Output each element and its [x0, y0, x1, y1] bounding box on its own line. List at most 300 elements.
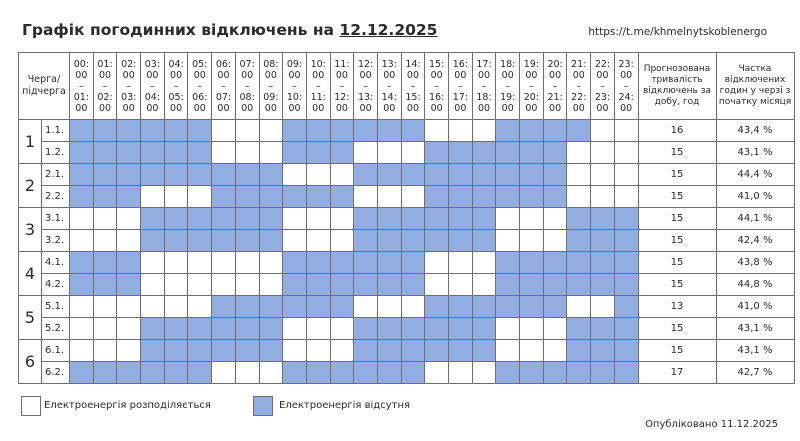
outage-cell	[283, 296, 307, 318]
outage-cell	[591, 230, 615, 252]
power-cell	[188, 186, 212, 208]
outage-cell	[354, 164, 378, 186]
outage-cell	[212, 186, 236, 208]
power-cell	[306, 230, 330, 252]
outage-cell	[614, 208, 638, 230]
title-prefix: Графік погодинних відключень на	[22, 21, 340, 39]
hour-header-part: 09:	[263, 91, 279, 103]
power-cell	[591, 142, 615, 164]
outage-cell	[259, 164, 283, 186]
power-cell	[306, 208, 330, 230]
month-share: 43,8 %	[716, 252, 794, 274]
table-row	[19, 230, 795, 252]
hour-header-part: 02:	[121, 58, 137, 70]
hour-header-part: –	[244, 80, 250, 92]
hour-header-part: –	[600, 80, 605, 92]
power-cell	[93, 208, 117, 230]
table-row	[19, 186, 795, 208]
power-cell	[567, 164, 591, 186]
power-cell	[591, 186, 615, 208]
hour-header-part: 03:	[144, 58, 161, 70]
hour-header	[614, 53, 638, 120]
hour-header-part: 00	[620, 69, 633, 81]
power-cell	[377, 296, 401, 318]
power-cell	[164, 296, 188, 318]
power-cell	[259, 362, 283, 384]
table-header-row	[19, 53, 795, 120]
outage-cell	[401, 164, 425, 186]
power-cell	[330, 318, 354, 340]
hour-header	[141, 53, 165, 120]
hour-header-part: –	[623, 80, 629, 92]
hour-header-part: 00	[406, 69, 420, 81]
queue-header: Черга/ підчерга	[19, 53, 70, 120]
power-cell	[614, 164, 638, 186]
power-cell	[425, 362, 449, 384]
hour-header-part: –	[576, 80, 582, 92]
power-cell	[259, 142, 283, 164]
hour-header-part: –	[268, 80, 274, 92]
outage-cell	[377, 164, 401, 186]
subqueue-label: 6.2.	[42, 362, 70, 384]
hour-header-part: 19:	[523, 58, 540, 70]
month-share: 42,7 %	[716, 362, 794, 384]
hour-header-part: –	[315, 80, 321, 92]
hour-header-part: 00	[406, 102, 420, 114]
table-row	[19, 208, 795, 230]
legend-off-swatch	[253, 396, 273, 416]
hour-header-part: 00	[288, 69, 301, 81]
power-cell	[543, 208, 567, 230]
power-cell	[117, 340, 141, 362]
hour-header-part: 00	[146, 102, 159, 114]
power-cell	[401, 296, 425, 318]
table-row	[19, 120, 795, 142]
outage-cell	[259, 340, 283, 362]
hour-header-part: 00	[359, 102, 372, 114]
power-cell	[70, 208, 94, 230]
hour-header-part: –	[386, 80, 392, 92]
outage-cell	[377, 318, 401, 340]
hour-header-part: 00	[383, 69, 396, 81]
outage-cell	[306, 142, 330, 164]
outage-cell	[520, 142, 544, 164]
outage-cell	[235, 296, 259, 318]
forecast-hours: 13	[638, 296, 716, 318]
month-share: 44,1 %	[716, 208, 794, 230]
outage-cell	[212, 164, 236, 186]
outage-cell	[70, 164, 94, 186]
outage-cell	[377, 340, 401, 362]
hour-header	[401, 53, 425, 120]
power-cell	[496, 318, 520, 340]
outage-cell	[520, 186, 544, 208]
power-cell	[235, 142, 259, 164]
hour-header-part: 00	[98, 69, 112, 81]
outage-cell	[164, 230, 188, 252]
hour-header-part: 00	[430, 69, 443, 81]
outage-cell	[520, 274, 544, 296]
forecast-hours: 15	[638, 186, 716, 208]
outage-cell	[472, 230, 496, 252]
power-cell	[212, 274, 236, 296]
outage-cell	[520, 120, 544, 142]
outage-cell	[377, 208, 401, 230]
outage-cell	[70, 120, 94, 142]
outage-cell	[449, 142, 473, 164]
power-cell	[93, 296, 117, 318]
outage-cell	[520, 296, 544, 318]
power-cell	[543, 340, 567, 362]
power-cell	[472, 274, 496, 296]
outage-cell	[259, 296, 283, 318]
hour-header-part: 00	[525, 69, 538, 81]
hour-header-part: 20:	[547, 58, 563, 70]
page-title	[22, 21, 437, 39]
hour-header-part: 00	[572, 102, 585, 114]
forecast-hours: 15	[638, 274, 716, 296]
power-cell	[117, 296, 141, 318]
published-date: Опубліковано 11.12.2025	[645, 419, 778, 430]
hour-header	[70, 53, 94, 120]
hour-header	[520, 53, 544, 120]
forecast-hours: 15	[638, 164, 716, 186]
outage-cell	[330, 296, 354, 318]
outage-cell	[235, 340, 259, 362]
outage-cell	[283, 252, 307, 274]
hour-header-part: 05:	[168, 91, 184, 103]
table-row	[19, 362, 795, 384]
hour-header-part: 01:	[97, 58, 113, 70]
power-cell	[330, 208, 354, 230]
outage-cell	[306, 274, 330, 296]
hour-header-part: –	[102, 80, 108, 92]
hour-header-part: 00	[477, 102, 491, 114]
power-cell	[520, 230, 544, 252]
hour-header-part: 00	[98, 102, 112, 114]
outage-cell	[354, 340, 378, 362]
month-share: 41,0 %	[716, 296, 794, 318]
outage-cell	[614, 340, 638, 362]
outage-cell	[614, 252, 638, 274]
outage-cell	[70, 142, 94, 164]
hour-header-part: 00:	[73, 58, 89, 70]
outage-cell	[117, 164, 141, 186]
outage-cell	[401, 362, 425, 384]
hour-header-part: 24:	[618, 91, 634, 103]
subqueue-label: 4.2.	[42, 274, 70, 296]
hour-header-part: 00	[477, 69, 491, 81]
forecast-header: Прогнозована тривалість відключень за добу, год	[638, 53, 716, 120]
outage-cell	[212, 230, 236, 252]
hour-header-part: –	[197, 80, 203, 92]
outage-cell	[449, 296, 473, 318]
outage-cell	[496, 362, 520, 384]
hour-header	[283, 53, 307, 120]
outage-cell	[188, 164, 212, 186]
hour-header-part: 22:	[594, 58, 611, 70]
outage-cell	[543, 362, 567, 384]
outage-cell	[354, 252, 378, 274]
table-row	[19, 274, 795, 296]
outage-cell	[425, 186, 449, 208]
subqueue-label: 2.2.	[42, 186, 70, 208]
month-share: 43,1 %	[716, 318, 794, 340]
outage-cell	[543, 164, 567, 186]
outage-cell	[377, 274, 401, 296]
hour-header	[377, 53, 401, 120]
outage-cell	[401, 318, 425, 340]
hour-header-part: –	[173, 80, 179, 92]
hour-header-part: 00	[596, 102, 609, 114]
power-cell	[330, 230, 354, 252]
outage-cell	[425, 142, 449, 164]
outage-cell	[330, 252, 354, 274]
power-cell	[543, 318, 567, 340]
power-cell	[283, 208, 307, 230]
outage-cell	[212, 340, 236, 362]
power-cell	[614, 186, 638, 208]
outage-cell	[377, 230, 401, 252]
outage-cell	[449, 230, 473, 252]
hour-header	[472, 53, 496, 120]
power-cell	[141, 186, 165, 208]
outage-cell	[354, 230, 378, 252]
hour-header-part: 12:	[357, 58, 374, 70]
power-cell	[235, 120, 259, 142]
outage-cell	[164, 120, 188, 142]
table-row	[19, 340, 795, 362]
hour-header-part: 16:	[429, 91, 445, 103]
outage-cell	[614, 318, 638, 340]
outage-cell	[259, 318, 283, 340]
subqueue-label: 1.2.	[42, 142, 70, 164]
outage-cell	[188, 208, 212, 230]
outage-cell	[472, 318, 496, 340]
outage-cell	[141, 208, 165, 230]
hour-header-part: 00	[217, 69, 230, 81]
power-cell	[212, 362, 236, 384]
hour-header-part: –	[126, 80, 132, 92]
hour-header-part: 00	[335, 102, 348, 114]
queue-group-label: 5	[19, 296, 42, 340]
hour-header-part: –	[529, 80, 534, 92]
subqueue-label: 5.2.	[42, 318, 70, 340]
outage-cell	[591, 340, 615, 362]
hour-header	[330, 53, 354, 120]
hour-header-part: 00	[122, 102, 135, 114]
subqueue-label: 6.1.	[42, 340, 70, 362]
outage-cell	[93, 252, 117, 274]
hour-header-part: 00	[383, 102, 396, 114]
outage-cell	[567, 230, 591, 252]
telegram-link[interactable]: https://t.me/khmelnytskoblenergo	[588, 26, 767, 38]
outage-cell	[520, 252, 544, 274]
outage-cell	[449, 208, 473, 230]
outage-cell	[141, 142, 165, 164]
power-cell	[449, 362, 473, 384]
outage-cell	[401, 252, 425, 274]
power-cell	[235, 362, 259, 384]
outage-cell	[164, 164, 188, 186]
hour-header	[449, 53, 473, 120]
outage-cell	[235, 164, 259, 186]
power-cell	[70, 340, 94, 362]
outage-cell	[212, 296, 236, 318]
hour-header-part: –	[292, 80, 297, 92]
hour-header-part: 22:	[571, 91, 587, 103]
power-cell	[472, 120, 496, 142]
power-cell	[425, 274, 449, 296]
power-cell	[449, 120, 473, 142]
outage-cell	[283, 274, 307, 296]
table-body	[19, 120, 795, 384]
hour-header-part: 00	[75, 102, 88, 114]
power-cell	[377, 142, 401, 164]
hour-header-part: 21:	[547, 91, 563, 103]
hour-header-part: 17:	[452, 91, 468, 103]
outage-cell	[141, 362, 165, 384]
hour-header	[354, 53, 378, 120]
outage-cell	[330, 120, 354, 142]
power-cell	[212, 120, 236, 142]
power-cell	[472, 362, 496, 384]
outage-cell	[543, 186, 567, 208]
outage-cell	[235, 318, 259, 340]
outage-cell	[425, 208, 449, 230]
hour-header-part: 00	[549, 69, 562, 81]
outage-cell	[496, 274, 520, 296]
hour-header-part: 04:	[168, 58, 184, 70]
hour-header-part: 00	[312, 102, 325, 114]
outage-cell	[520, 164, 544, 186]
hour-header-part: 12:	[334, 91, 350, 103]
hour-header-part: –	[481, 80, 487, 92]
hour-header	[306, 53, 330, 120]
outage-cell	[543, 142, 567, 164]
hour-header-part: 11:	[334, 58, 350, 70]
outage-cell	[472, 340, 496, 362]
outage-cell	[93, 274, 117, 296]
hour-header-part: 00	[454, 69, 467, 81]
outage-cell	[472, 164, 496, 186]
outage-cell	[472, 186, 496, 208]
outage-cell	[306, 252, 330, 274]
outage-cell	[567, 362, 591, 384]
outage-cell	[70, 274, 94, 296]
power-cell	[401, 142, 425, 164]
hour-header-part: 00	[430, 102, 443, 114]
queue-group-label: 1	[19, 120, 42, 164]
hour-header-part: 00	[170, 102, 183, 114]
power-cell	[141, 274, 165, 296]
outage-cell	[330, 274, 354, 296]
power-cell	[520, 318, 544, 340]
outage-cell	[449, 186, 473, 208]
outage-cell	[117, 362, 141, 384]
outage-cell	[164, 362, 188, 384]
forecast-hours: 15	[638, 142, 716, 164]
hour-header	[259, 53, 283, 120]
outage-cell	[472, 296, 496, 318]
hour-header-part: 00	[193, 69, 206, 81]
power-cell	[283, 318, 307, 340]
hour-header-part: 00	[264, 69, 277, 81]
power-cell	[306, 164, 330, 186]
power-cell	[70, 230, 94, 252]
power-cell	[93, 318, 117, 340]
power-cell	[235, 274, 259, 296]
hour-header	[496, 53, 520, 120]
hour-header-part: –	[150, 80, 155, 92]
outage-cell	[93, 362, 117, 384]
power-cell	[188, 252, 212, 274]
outage-cell	[567, 120, 591, 142]
outage-cell	[614, 230, 638, 252]
hour-header-part: –	[505, 80, 511, 92]
outage-cell	[591, 208, 615, 230]
subqueue-label: 1.1.	[42, 120, 70, 142]
month-share: 43,1 %	[716, 142, 794, 164]
outage-cell	[401, 340, 425, 362]
outage-cell	[496, 252, 520, 274]
hour-header-part: 00	[572, 69, 585, 81]
queue-group-label: 4	[19, 252, 42, 296]
outage-cell	[117, 120, 141, 142]
hour-header	[591, 53, 615, 120]
hour-header-part: –	[78, 80, 84, 92]
hour-header	[93, 53, 117, 120]
outage-cell	[425, 296, 449, 318]
outage-cell	[591, 362, 615, 384]
power-cell	[283, 230, 307, 252]
hour-header-part: 13:	[381, 58, 397, 70]
power-cell	[283, 164, 307, 186]
forecast-hours: 15	[638, 252, 716, 274]
outage-cell	[449, 340, 473, 362]
power-cell	[259, 120, 283, 142]
outage-cell	[496, 296, 520, 318]
outage-cell	[496, 120, 520, 142]
hour-header	[235, 53, 259, 120]
hour-header-part: 13:	[357, 91, 374, 103]
outage-cell	[567, 252, 591, 274]
outage-cell	[164, 142, 188, 164]
power-cell	[93, 340, 117, 362]
hour-header-part: 00	[193, 102, 206, 114]
power-cell	[330, 340, 354, 362]
hour-header-part: –	[363, 80, 368, 92]
hour-header-part: 00	[549, 102, 562, 114]
hour-header-part: 00	[288, 102, 301, 114]
power-cell	[567, 186, 591, 208]
hour-header-part: 15:	[429, 58, 445, 70]
hour-header-part: 00	[264, 102, 277, 114]
hour-header	[543, 53, 567, 120]
subqueue-label: 3.2.	[42, 230, 70, 252]
outage-cell	[283, 142, 307, 164]
power-cell	[496, 230, 520, 252]
subqueue-label: 5.1.	[42, 296, 70, 318]
outage-cell	[164, 340, 188, 362]
power-cell	[354, 296, 378, 318]
outage-cell	[117, 274, 141, 296]
hour-header	[188, 53, 212, 120]
hour-header-part: 02:	[97, 91, 113, 103]
power-cell	[117, 208, 141, 230]
outage-cell	[188, 318, 212, 340]
hour-header-part: 03:	[121, 91, 137, 103]
